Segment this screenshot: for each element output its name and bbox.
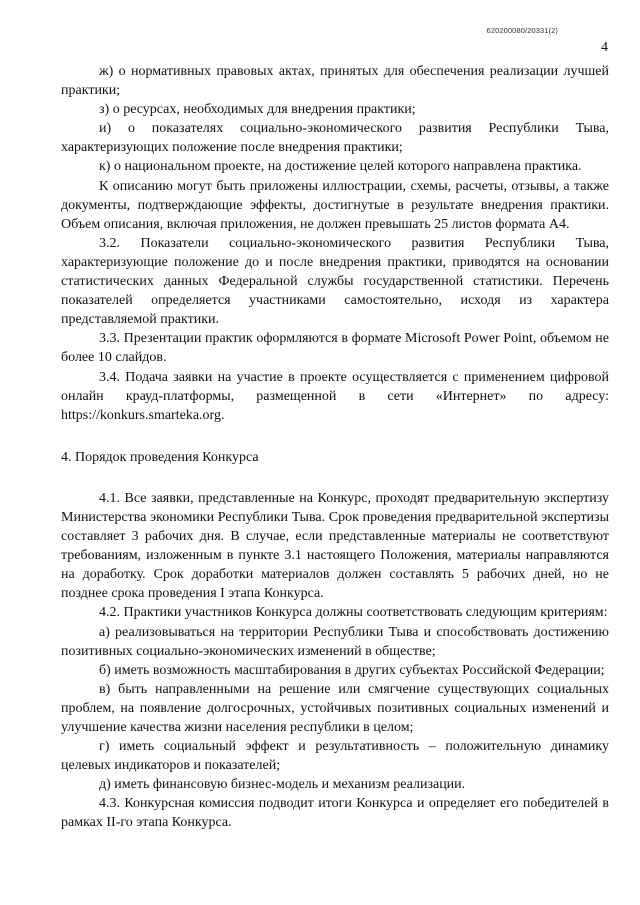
paragraph-i: и) о показателях социально-экономического развития Республики Тыва, характеризующих положение после внедрения практики; (61, 121, 609, 156)
document-code: 620200080/20331(2) (486, 26, 558, 35)
criterion-g: г) иметь социальный эффект и результативность – положительную динамику целевых индикаторов и показателей; (61, 739, 609, 774)
paragraph-4-2: 4.2. Практики участников Конкурса должны соответствовать следующим критериям: (99, 605, 608, 621)
paragraph-3-3: 3.3. Презентации практик оформляются в формате Microsoft Power Point, объемом не более 10 слайдов. (61, 331, 609, 366)
criterion-b: б) иметь возможность масштабирования в других субъектах Российской Федерации; (99, 662, 605, 678)
paragraph-4-3: 4.3. Конкурсная комиссия подводит итоги Конкурса и определяет его победителей в рамках II-го этапа Конкурса. (61, 796, 609, 831)
paragraph-k: к) о национальном проекте, на достижение целей которого направлена практика. (99, 159, 582, 175)
paragraph-3-4: 3.4. Подача заявки на участие в проекте осуществляется с применением цифровой онлайн крауд-платформы, размещенной в сети «Интернет» по адресу: https://konkurs.smarteka.org. (61, 369, 609, 423)
paragraph-zh: ж) о нормативных правовых актах, принятых для обеспечения реализации лучшей практики; (61, 64, 609, 99)
paragraph-attachments: К описанию могут быть приложены иллюстрации, схемы, расчеты, отзывы, а также документы, подтверждающие эффекты, достигнутые в результате внедрения практики. Объем описания, включая приложения, не должен превышать 25 листов формата А4. (61, 178, 609, 232)
criterion-a: а) реализовываться на территории Республики Тыва и способствовать достижению позитивных социально-экономических изменений в обществе; (61, 624, 609, 659)
criterion-v: в) быть направленными на решение или смягчение существующих социальных проблем, на появление долгосрочных, устойчивых позитивных социальных изменений и улучшение качества жизни населения республики в целом; (61, 681, 609, 735)
paragraph-4-1: 4.1. Все заявки, представленные на Конкурс, проходят предварительную экспертизу Министерства экономики Республики Тыва. Срок проведения предварительной экспертизы составляет 3 рабочих дня. В случае, если представленные материалы не соответствуют требованиям, изложенным в пункте 3.1 настоящего Положения, материалы направляются на доработку. Срок доработки материалов должен составлять 5 рабочих дней, но не позднее срока проведения I этапа Конкурса. (61, 490, 609, 602)
criterion-d: д) иметь финансовую бизнес-модель и механизм реализации. (99, 777, 466, 793)
document-body (61, 62, 609, 833)
section-heading: 4. Порядок проведения Конкурса (61, 449, 259, 465)
paragraph-3-2: 3.2. Показатели социально-экономического развития Республики Тыва, характеризующие положение до и после внедрения практики, приводятся на основании статистических данных Федеральной службы государственной статистики. Перечень показателей определяется участниками самостоятельно, исходя из характера представляемой практики. (61, 235, 609, 328)
page-number: 4 (601, 40, 608, 55)
paragraph-z: з) о ресурсах, необходимых для внедрения практики; (99, 102, 416, 118)
